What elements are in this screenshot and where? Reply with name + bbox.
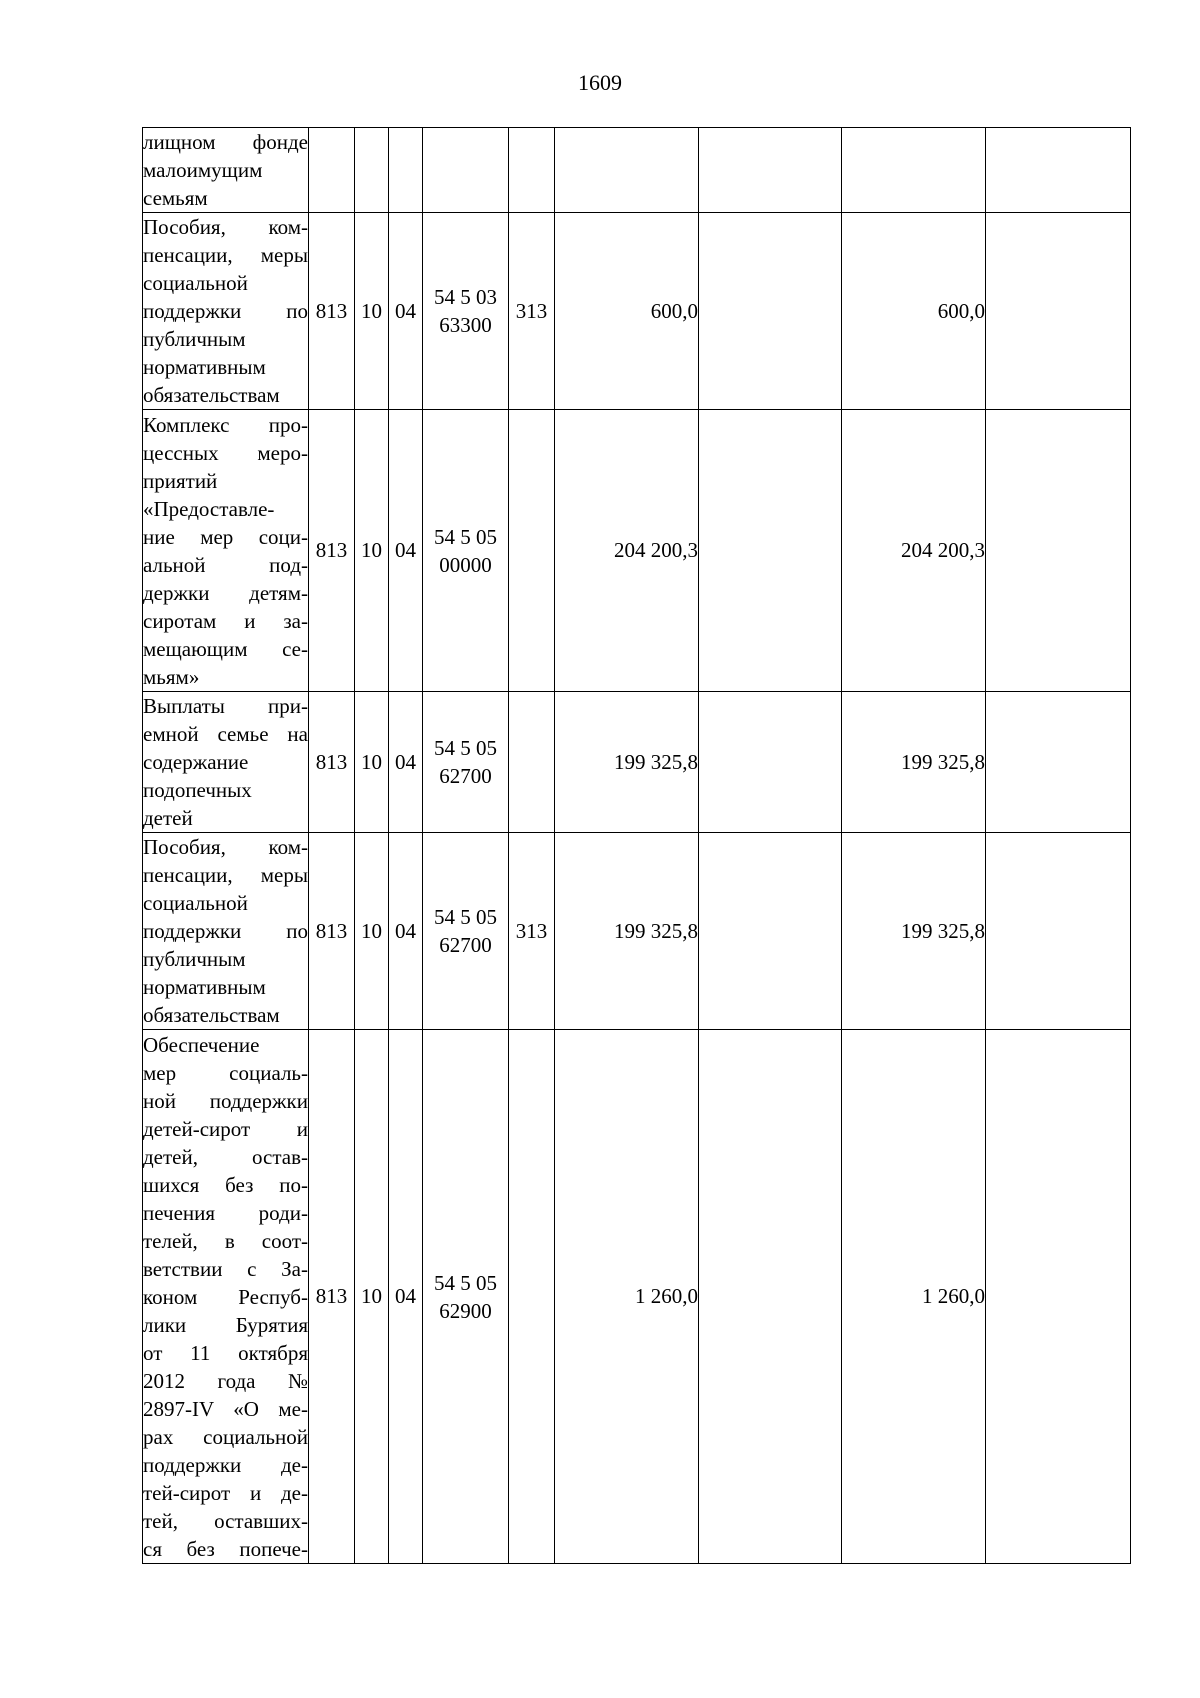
subsection-code-cell: 04: [389, 833, 423, 1030]
expense-name-line: поддержки по: [143, 299, 308, 323]
expense-name-line: нормативным: [143, 355, 266, 379]
subsection-code-cell: 04: [389, 1030, 423, 1564]
target-article-line-1: 54 5 05: [434, 524, 497, 549]
amount-cell-3: 199 325,8: [842, 833, 986, 1030]
target-article-cell: [423, 692, 509, 833]
page-number: 1609: [578, 70, 622, 95]
target-article-line-2: 63300: [439, 313, 492, 337]
section-code-cell: 10: [355, 692, 389, 833]
expense-name-line: социальной: [143, 271, 248, 295]
target-article-line-1: 54 5 05: [434, 905, 497, 929]
expense-name-line: тей-сирот и де-: [143, 1480, 308, 1505]
target-article-cell: [423, 1030, 509, 1564]
expense-name-line: мер социаль-: [143, 1060, 308, 1085]
expense-name-line: альной под-: [143, 552, 308, 577]
admin-code-cell: 813: [309, 213, 355, 410]
subsection-code-cell: [389, 128, 423, 213]
expense-type-cell: 313: [509, 833, 555, 1030]
expense-name-cell: [143, 128, 309, 213]
target-article-line-2: 62700: [439, 933, 492, 957]
expense-name-cell: [143, 692, 309, 833]
expense-type-cell: 313: [509, 213, 555, 410]
expense-name-line: печения роди-: [143, 1200, 308, 1225]
expense-name-line: 2012 года №: [143, 1368, 308, 1393]
section-code-cell: 10: [355, 833, 389, 1030]
expense-name-line: мещающим се-: [143, 636, 308, 661]
expense-name-line: ной поддержки: [143, 1088, 308, 1113]
expense-name-line: ние мер соци-: [143, 524, 308, 549]
target-article-line-2: 00000: [439, 552, 492, 577]
expense-name-line: поддержки по: [143, 919, 308, 943]
amount-cell-4: [986, 213, 1131, 410]
expense-name-line: обязательствам: [143, 383, 280, 407]
target-article-line-2: 62900: [439, 1298, 492, 1323]
amount-cell-3: [842, 128, 986, 213]
section-code-cell: 10: [355, 213, 389, 410]
expense-name-line: лики Бурятия: [143, 1312, 308, 1337]
section-code-cell: 10: [355, 1030, 389, 1564]
target-article-line-1: 54 5 03: [434, 285, 497, 309]
expense-name-line: емной семье на: [143, 722, 308, 746]
amount-cell-1: 204 200,3: [555, 410, 699, 692]
expense-name-line: детей: [143, 806, 193, 830]
amount-cell-4: [986, 410, 1131, 692]
table-row: [143, 1030, 1131, 1564]
admin-code-cell: 813: [309, 410, 355, 692]
amount-cell-3: 204 200,3: [842, 410, 986, 692]
expense-name-line: обязательствам: [143, 1003, 280, 1027]
amount-cell-2: [699, 128, 842, 213]
expense-name-line: детей, остав-: [143, 1144, 308, 1169]
amount-cell-2: [699, 213, 842, 410]
amount-cell-4: [986, 692, 1131, 833]
subsection-code-cell: 04: [389, 213, 423, 410]
expense-name-cell: [143, 410, 309, 692]
amount-cell-2: [699, 692, 842, 833]
expense-name-line: ветствии с За-: [143, 1256, 308, 1281]
amount-cell-1: 199 325,8: [555, 692, 699, 833]
target-article-line-2: 62700: [439, 764, 492, 788]
expense-type-cell: [509, 410, 555, 692]
expense-name-line: приятий: [143, 468, 218, 493]
section-code-cell: [355, 128, 389, 213]
expense-name-line: Комплекс про-: [143, 412, 308, 437]
amount-cell-1: [555, 128, 699, 213]
subsection-code-cell: 04: [389, 410, 423, 692]
expense-name-line: цессных меро-: [143, 440, 308, 465]
expense-name-line: поддержки де-: [143, 1452, 308, 1477]
expense-name-line: содержание: [143, 750, 249, 774]
expense-name-line: Выплаты при-: [143, 694, 308, 718]
expense-name-line: телей, в соот-: [143, 1228, 308, 1253]
amount-cell-2: [699, 1030, 842, 1564]
admin-code-cell: 813: [309, 692, 355, 833]
expense-name-line: рах социальной: [143, 1424, 308, 1449]
expense-name-line: от 11 октября: [143, 1340, 308, 1365]
section-code-cell: 10: [355, 410, 389, 692]
table-row: [143, 410, 1131, 692]
expense-name-line: публичным: [143, 947, 246, 971]
target-article-line-1: 54 5 05: [434, 1270, 497, 1295]
table-row: [143, 128, 1131, 213]
target-article-cell: [423, 213, 509, 410]
target-article-cell: [423, 128, 509, 213]
expense-name-line: лищном фонде: [143, 130, 308, 154]
expense-name-line: публичным: [143, 327, 246, 351]
expense-type-cell: [509, 692, 555, 833]
expense-name-cell: [143, 1030, 309, 1564]
expense-name-line: детей-сирот и: [143, 1116, 308, 1141]
expense-name-line: коном Респуб-: [143, 1284, 308, 1309]
expense-name-line: тей, оставших-: [143, 1508, 308, 1533]
amount-cell-4: [986, 128, 1131, 213]
amount-cell-4: [986, 1030, 1131, 1564]
expense-name-line: нормативным: [143, 975, 266, 999]
admin-code-cell: [309, 128, 355, 213]
admin-code-cell: 813: [309, 833, 355, 1030]
expense-name-cell: [143, 833, 309, 1030]
amount-cell-2: [699, 833, 842, 1030]
expense-type-cell: [509, 128, 555, 213]
expense-name-line: «Предоставле-: [143, 496, 275, 521]
table-row: [143, 692, 1131, 833]
amount-cell-4: [986, 833, 1131, 1030]
amount-cell-3: 600,0: [842, 213, 986, 410]
expense-name-cell: [143, 213, 309, 410]
expense-type-cell: [509, 1030, 555, 1564]
amount-cell-3: 199 325,8: [842, 692, 986, 833]
expense-name-line: пенсации, меры: [143, 863, 308, 887]
expense-name-line: сиротам и за-: [143, 608, 308, 633]
subsection-code-cell: 04: [389, 692, 423, 833]
table-row: [143, 833, 1131, 1030]
expense-name-line: пенсации, меры: [143, 243, 308, 267]
expense-name-line: держки детям-: [143, 580, 308, 605]
target-article-cell: [423, 833, 509, 1030]
expense-name-line: ся без попече-: [143, 1536, 308, 1561]
expense-name-line: малоимущим: [143, 158, 263, 182]
table-row: [143, 213, 1131, 410]
amount-cell-1: 600,0: [555, 213, 699, 410]
expense-name-line: семьям: [143, 186, 208, 210]
target-article-line-1: 54 5 05: [434, 736, 497, 760]
amount-cell-3: 1 260,0: [842, 1030, 986, 1564]
amount-cell-1: 1 260,0: [555, 1030, 699, 1564]
expense-name-line: шихся без по-: [143, 1172, 308, 1197]
expense-name-line: Обеспечение: [143, 1032, 260, 1057]
admin-code-cell: 813: [309, 1030, 355, 1564]
expense-name-line: 2897-IV «О ме-: [143, 1396, 308, 1421]
expense-name-line: подопечных: [143, 778, 252, 802]
expense-name-line: мьям»: [143, 664, 200, 689]
expense-name-line: Пособия, ком-: [143, 835, 308, 859]
amount-cell-2: [699, 410, 842, 692]
expense-name-line: Пособия, ком-: [143, 215, 308, 239]
target-article-cell: [423, 410, 509, 692]
budget-table: [142, 127, 1131, 1564]
expense-name-line: социальной: [143, 891, 248, 915]
amount-cell-1: 199 325,8: [555, 833, 699, 1030]
